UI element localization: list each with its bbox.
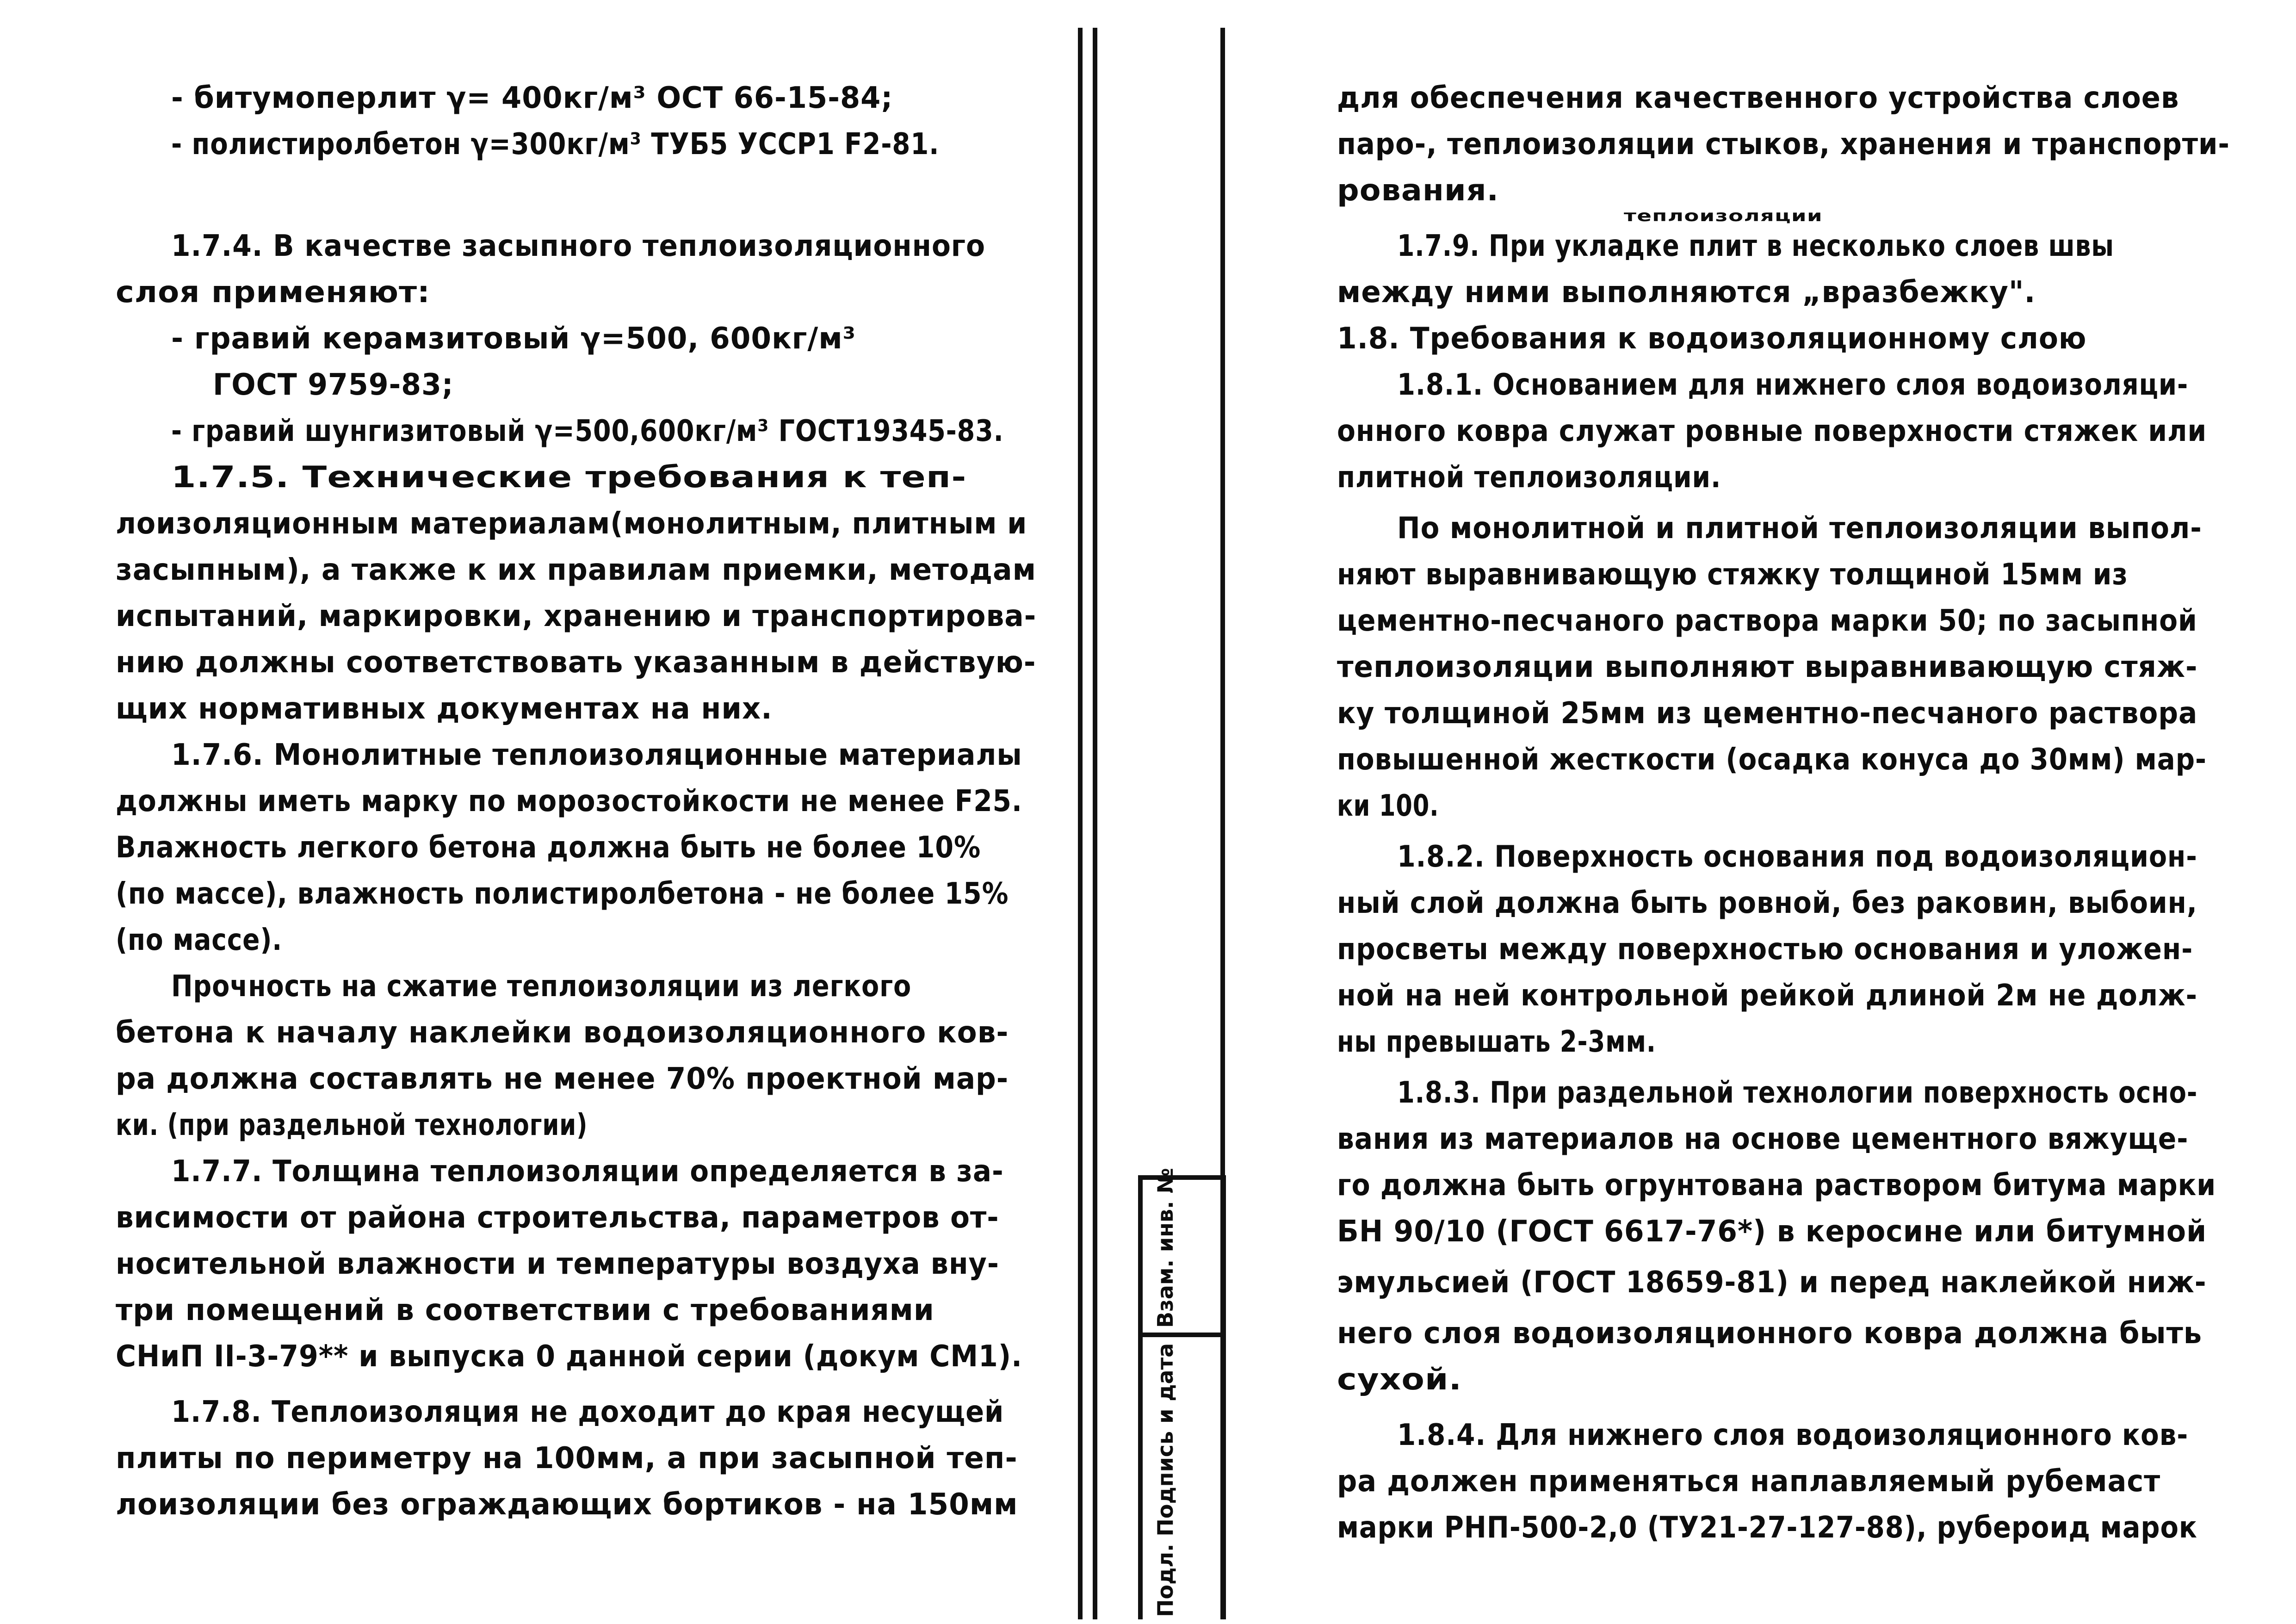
text-line: висимости от района строительства, параметров от- (116, 1201, 999, 1235)
text-line: вания из материалов на основе цементного вяжуще- (1337, 1122, 2189, 1156)
text-line: няют выравнивающую стяжку толщиной 15мм из (1337, 558, 2128, 592)
text-line: 1.8. Требования к водоизоляционному слою (1337, 322, 2087, 356)
text-line: го должна быть огрунтована раствором битума марки (1337, 1168, 2216, 1203)
text-line: лоизоляции без ограждающих бортиков - на 150мм (116, 1488, 1018, 1522)
text-line: теплоизоляции выполняют выравнивающую стяж- (1337, 650, 2198, 684)
text-line: паро-, теплоизоляции стыков, хранения и транспорти- (1337, 127, 2230, 161)
text-line: ра должен применяться наплавляемый рубемаст (1337, 1464, 2161, 1499)
text-line: между ними выполняются „вразбежку". (1337, 275, 2036, 310)
text-line: - гравий шунгизитовый γ=500,600кг/м³ ГОСТ19345-83. (171, 414, 1004, 448)
text-line: просветы между поверхностью основания и уложен- (1337, 932, 2193, 967)
text-line: рования. (1337, 174, 1499, 208)
text-line: - битумоперлит γ= 400кг/м³ ОСТ 66-15-84; (171, 81, 893, 115)
text-line: (по массе). (116, 923, 283, 957)
text-line: ки. (при раздельной технологии) (116, 1108, 588, 1142)
text-line: три помещений в соответствии с требованиями (116, 1293, 934, 1327)
text-line: слоя применяют: (116, 275, 430, 310)
text-line: 1.8.2. Поверхность основания под водоизоляцион- (1397, 840, 2197, 874)
text-line: засыпным), а также к их правилам приемки, методам (116, 553, 1036, 587)
text-line: 1.8.4. Для нижнего слоя водоизоляционного ков- (1397, 1418, 2189, 1452)
text-line: носительной влажности и температуры воздуха вну- (116, 1247, 999, 1281)
text-line: 1.8.1. Основанием для нижнего слоя водоизоляци- (1397, 368, 2189, 402)
text-line: бетона к началу наклейки водоизоляционного ков- (116, 1016, 1009, 1050)
text-line: для обеспечения качественного устройства слоев (1337, 81, 2179, 115)
text-line: 1.7.7. Толщина теплоизоляции определяется в за- (171, 1154, 1004, 1189)
text-line: ны превышать 2-3мм. (1337, 1025, 1656, 1059)
text-line: БН 90/10 (ГОСТ 6617-76*) в керосине или битумной (1337, 1215, 2207, 1249)
text-line: плитной теплоизоляции. (1337, 460, 1721, 495)
text-line: плиты по периметру на 100мм, а при засыпной теп- (116, 1441, 1018, 1475)
text-line: ной на ней контрольной рейкой длиной 2м не долж- (1337, 979, 2198, 1013)
text-line: Прочность на сжатие теплоизоляции из легкого (171, 969, 912, 1004)
text-line: Влажность легкого бетона должна быть не более 10% (116, 831, 981, 865)
title-stamp (1138, 1168, 1226, 1619)
binding-rule-right (1093, 28, 1097, 1619)
text-line: По монолитной и плитной теплоизоляции выпол- (1397, 511, 2202, 545)
text-line: повышенной жесткости (осадка конуса до 30мм) мар- (1337, 743, 2207, 777)
text-line: ра должна составлять не менее 70% проектной мар- (116, 1062, 1009, 1096)
text-line: 1.7.6. Монолитные теплоизоляционные материалы (171, 738, 1022, 772)
text-line: ный слой должна быть ровной, без раковин, выбоин, (1337, 886, 2197, 920)
text-line: теплоизоляции (1624, 207, 1823, 225)
text-line: лоизоляционным материалам(монолитным, плитным и (116, 507, 1027, 541)
stamp-replacement-inventory: Взам. инв. № (1153, 1168, 1178, 1328)
text-line: него слоя водоизоляционного ковра должна быть (1337, 1316, 2203, 1351)
text-line: эмульсией (ГОСТ 18659-81) и перед наклейкой ниж- (1337, 1265, 2207, 1300)
text-line: 1.7.5. Технические требования к теп- (171, 460, 967, 495)
text-line: (по массе), влажность полистиролбетона - не более 15% (116, 877, 1009, 911)
text-line: 1.7.9. При укладке плит в несколько слоев швы (1397, 229, 2114, 263)
text-line: 1.7.8. Теплоизоляция не доходит до края несущей (171, 1395, 1004, 1429)
text-line: щих нормативных документах на них. (116, 692, 773, 726)
text-line: цементно-песчаного раствора марки 50; по засыпной (1337, 604, 2197, 638)
text-line: должны иметь марку по морозостойкости не менее F25. (116, 784, 1022, 818)
text-line: ку толщиной 25мм из цементно-песчаного раствора (1337, 696, 2198, 731)
text-line: ки 100. (1337, 789, 1439, 823)
text-line: 1.7.4. В качестве засыпного теплоизоляционного (171, 229, 985, 263)
text-line: сухой. (1337, 1363, 1462, 1397)
text-line: - гравий керамзитовый γ=500, 600кг/м³ (171, 322, 856, 356)
text-line: СНиП II-3-79** и выпуска 0 данной серии (докум СМ1). (116, 1339, 1022, 1374)
text-line: марки РНП-500-2,0 (ТУ21-27-127-88), рубероид марок (1337, 1511, 2197, 1545)
stamp-signature-date: Подл. Подпись и дата (1153, 1343, 1178, 1617)
stamp-divider-mid (1143, 1333, 1221, 1337)
text-line: - полистиролбетон γ=300кг/м³ ТУБ5 УССР1 F2-81. (171, 127, 940, 161)
text-line: онного ковра служат ровные поверхности стяжек или (1337, 414, 2207, 448)
text-line: испытаний, маркировки, хранению и транспортирова- (116, 599, 1037, 633)
text-line: ГОСТ 9759-83; (213, 368, 454, 402)
binding-rule-left (1078, 28, 1083, 1619)
text-line: нию должны соответствовать указанным в действую- (116, 645, 1036, 680)
text-line: 1.8.3. При раздельной технологии поверхность осно- (1397, 1076, 2198, 1110)
